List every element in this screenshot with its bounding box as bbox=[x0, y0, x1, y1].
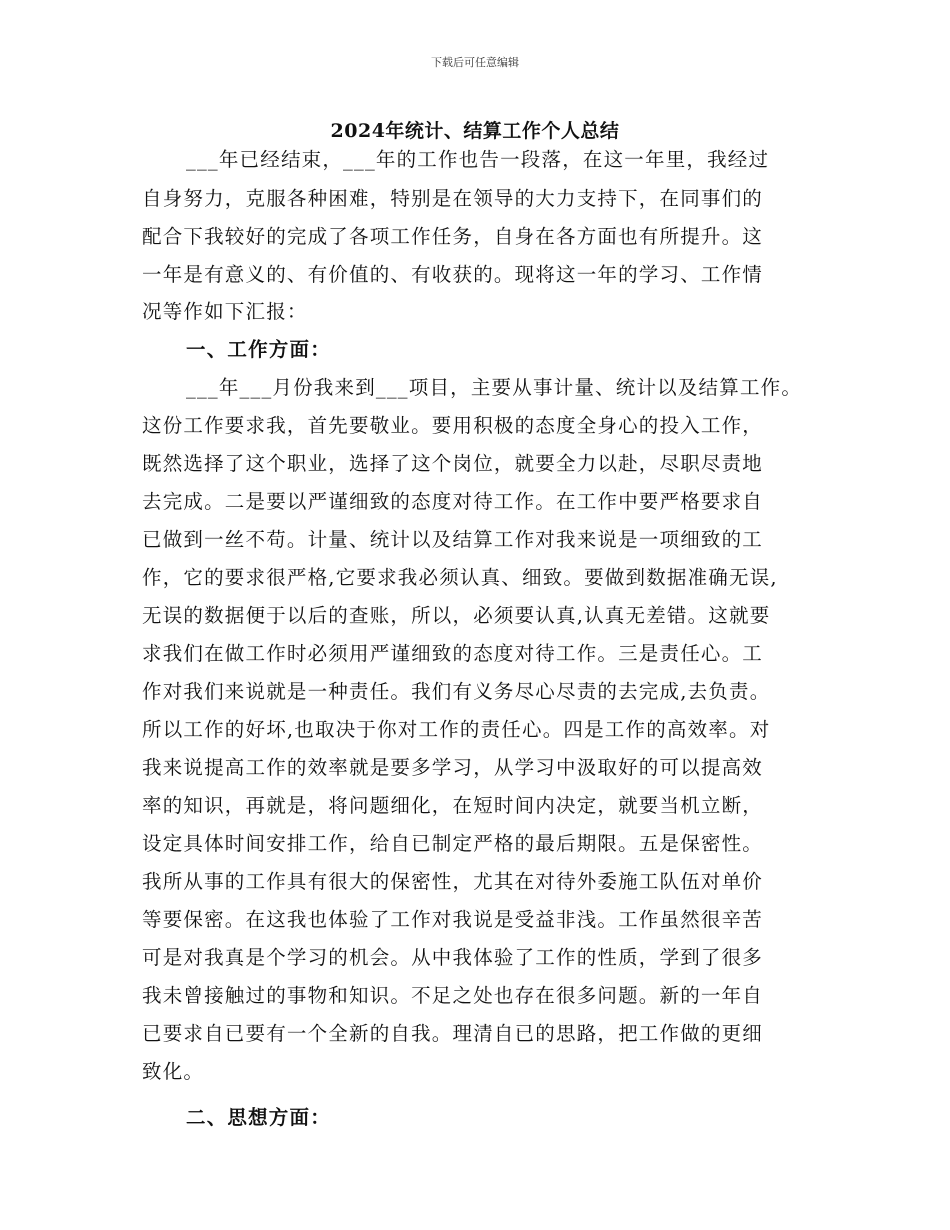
paragraph-line: ___年___月份我来到___项目，主要从事计量、统计以及结算工作。 bbox=[186, 376, 803, 399]
paragraph-line: 等要保密。在这我也体验了工作对我说是受益非浅。工作虽然很辛苦 bbox=[142, 908, 764, 931]
paragraph-line: 致化。 bbox=[142, 1060, 205, 1083]
paragraph-line: 作，它的要求很严格,它要求我必须认真、细致。要做到数据准确无误, bbox=[142, 566, 778, 589]
paragraph-line: 一年是有意义的、有价值的、有收获的。现将这一年的学习、工作情 bbox=[142, 263, 764, 286]
paragraph-line: 可是对我真是个学习的机会。从中我体验了工作的性质，学到了很多 bbox=[142, 946, 764, 969]
paragraph-line: 所以工作的好坏,也取决于你对工作的责任心。四是工作的高效率。对 bbox=[142, 718, 771, 741]
paragraph-line: 去完成。二是要以严谨细致的态度对待工作。在工作中要严格要求自 bbox=[142, 490, 764, 513]
section-heading: 一、工作方面： bbox=[186, 338, 331, 361]
paragraph-line: 已要求自已要有一个全新的自我。理清自已的思路，把工作做的更细 bbox=[142, 1022, 764, 1045]
paragraph-line: 况等作如下汇报： bbox=[142, 300, 308, 323]
section-heading: 二、思想方面： bbox=[186, 1106, 331, 1129]
paragraph-line: 无误的数据便于以后的查账，所以，必须要认真,认真无差错。这就要 bbox=[142, 604, 771, 627]
paragraph-line: 这份工作要求我，首先要敬业。要用积极的态度全身心的投入工作， bbox=[142, 414, 764, 437]
paragraph-line: 既然选择了这个职业，选择了这个岗位，就要全力以赴，尽职尽责地 bbox=[142, 452, 764, 475]
document-title: 2024年统计、结算工作个人总结 bbox=[330, 120, 620, 142]
paragraph-line: 我所从事的工作具有很大的保密性，尤其在对待外委施工队伍对单价 bbox=[142, 870, 764, 893]
paragraph-line: ___年已经结束，___年的工作也告一段落，在这一年里，我经过 bbox=[186, 148, 770, 171]
header-note: 下载后可任意编辑 bbox=[431, 56, 519, 69]
paragraph-line: 我来说提高工作的效率就是要多学习，从学习中汲取好的可以提高效 bbox=[142, 756, 764, 779]
paragraph-line: 设定具体时间安排工作，给自已制定严格的最后期限。五是保密性。 bbox=[142, 832, 764, 855]
paragraph-line: 求我们在做工作时必须用严谨细致的态度对待工作。三是责任心。工 bbox=[142, 642, 764, 665]
paragraph-line: 自身努力，克服各种困难，特别是在领导的大力支持下，在同事们的 bbox=[142, 187, 764, 210]
paragraph-line: 作对我们来说就是一种责任。我们有义务尽心尽责的去完成,去负责。 bbox=[142, 680, 771, 703]
paragraph-line: 我未曾接触过的事物和知识。不足之处也存在很多问题。新的一年自 bbox=[142, 984, 764, 1007]
paragraph-line: 配合下我较好的完成了各项工作任务，自身在各方面也有所提升。这 bbox=[142, 225, 764, 248]
paragraph-line: 已做到一丝不苟。计量、统计以及结算工作对我来说是一项细致的工 bbox=[142, 528, 764, 551]
paragraph-line: 率的知识，再就是，将问题细化，在短时间内决定，就要当机立断， bbox=[142, 794, 764, 817]
